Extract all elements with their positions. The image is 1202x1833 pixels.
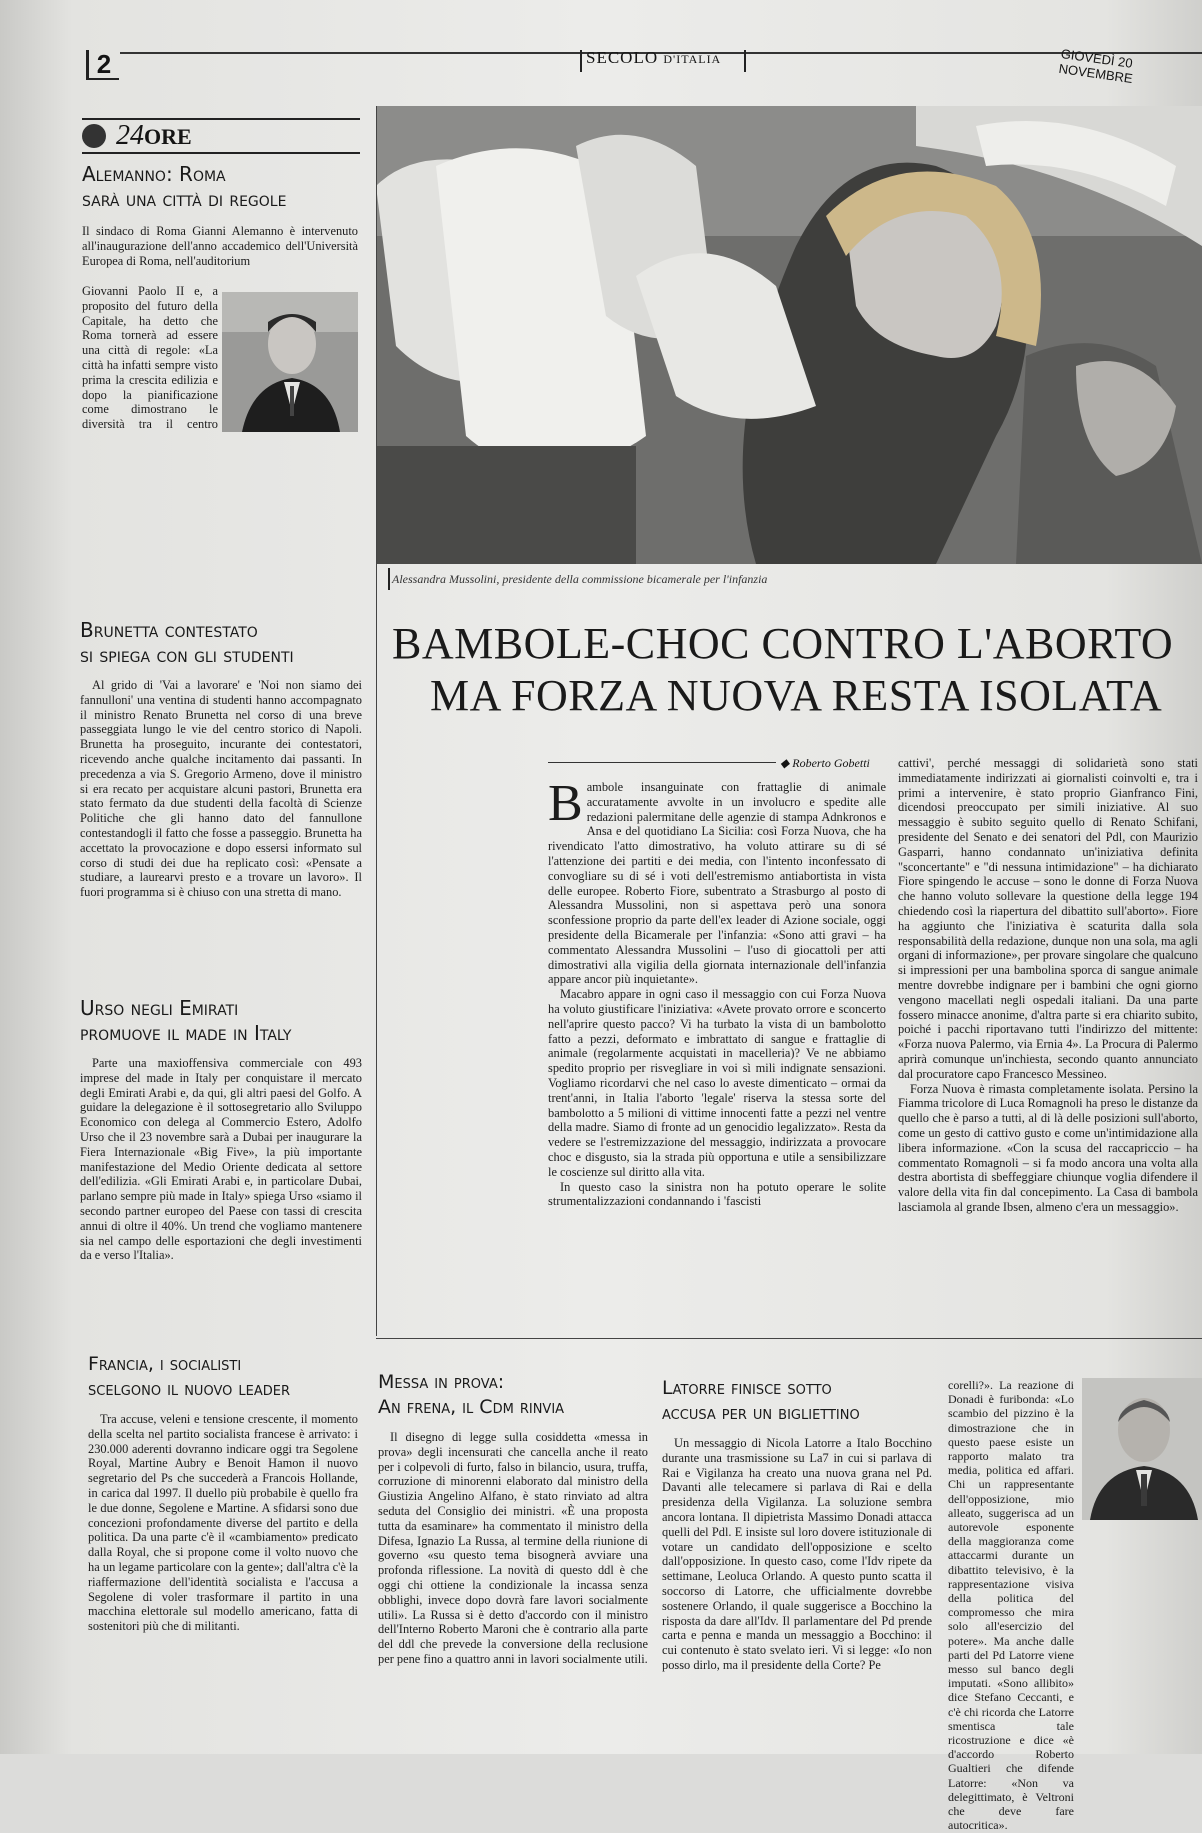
article-headline: Messa in prova: An frena, il Cdm rinvia [378, 1371, 565, 1418]
section-logo-text: 24ORE [116, 120, 192, 151]
article-body: Forza Nuova è rimasta completamente isolata. Persino la Fiamma tricolore di Luca Romagnoli ha preso le distanze da quello che è parso a tutti, al di là delle posizioni sull'aborto, come un gesto di cattivo gusto e come un'intimidazione alla libera informazione. «Con la scusa del raccapriccio – ha commentato Romagnoli – si fa modo ancora una volta alla destra abortista di sbeffeggiare chiunque voglia difendere il valore della vita fin dal concepimento. La Casa di bambola lasciamola al grande Ibsen, almeno c'era un messaggio». [898, 1081, 1198, 1214]
byline-rule [548, 762, 776, 763]
bottom-article-1 [88, 1352, 358, 1634]
donadi-portrait [1082, 1378, 1202, 1520]
article-body: Tra accuse, veleni e tensione crescente, il momento della scelta nel partito socialista francese è arrivato: i 230.000 aderenti dovranno indicare oggi tra Segolene Royal, Martine Aubry e Benoit Hamon il nuovo segretario del Ps che succederà a Francois Hollande, in carica dal 1997. Il duello più probabile è quello fra le due donne, Segolene e Martine. A sfidarsi sono due concezioni profondamente diverse del partito e della politica. Da una parte c'è il «cambiamento» predicato dalla Royal, che si propone come il volto nuovo che ha un legame particolare con la gente»; dall'altra c'è la riaffermazione dell'identità socialista e l'accusa a Segolene di voler trasformare il partito in una macchina elettorale sul modello americano, fatta di sostenitori più che di militanti. [88, 1412, 358, 1634]
byline: ◆ Roberto Gobetti [780, 756, 870, 770]
drop-cap: B [548, 775, 583, 832]
article-headline: Alemanno: Roma sarà una città di regole [82, 162, 287, 211]
article-body-wrap: Giovanni Paolo II e, a proposito del futuro della Capitale, ha detto che Roma tornerà ad essere una città di regole: «La città ha infatti sempre visto prima la crescita edilizia e dopo la pianificazione come dimostrano le diversità tra il centro [82, 284, 218, 432]
column-rule [376, 106, 377, 1336]
photo-caption: Alessandra Mussolini, presidente della commissione bicamerale per l'infanzia [392, 572, 768, 586]
page-number: 2 [86, 50, 119, 80]
masthead-divider-right [744, 50, 746, 72]
article-body: Il disegno di legge sulla cosiddetta «messa in prova» degli incensurati che cancella anche il reato per i colpevoli di furto, falso in bilancio, usura, truffa, corruzione di minorenni elaborato dal ministro della Giustizia Angelino Alfano, è stato rinviato ad altra seduta del Consiglio dei ministri. «È una proposta tutta da esaminare» ha commentato il ministro della Difesa, Ignazio La Russa, al termine della riunione di governo «su questo tema bisognerà avviare una profonda riflessione. La novità di questo ddl è che oggi chi ottiene la condizionale la incassa senza obblighi, invece dopo dovrà fare lavori socialmente utili». La Russa si è detto d'accordo con il ministro dell'Interno Roberto Maroni che è contrario alla parte del ddl che prevede la conversione della reclusione per pene fino a quattro anni in lavori socialmente utili. [378, 1430, 648, 1666]
bottom-article-3-continued: corelli?». La reazione di Donadi è furibonda: «Lo scambio del pizzino è la dimostrazione che in questo paese esiste un rapporto malato tra media, politica ed affari. Chi un rappresentante dell'opposizione, mio alleato, suggerisca ad un autorevole esponente della maggioranza come attaccarmi durante un dibattito televisivo, è la rappresentazione visiva della politica del compromesso che mira solo all'esercizio del potere». Ma anche dalle parti del Pd Latorre viene messo sul banco degli imputati. «Sono allibito» dice Stefano Ceccanti, e c'è chi ricorda che Latorre smentisca tale ricostruzione e dice «è d'accordo Roberto Gualtieri che difende Latorre: «Non va delegittimato, è Veltroni che deve fare autocritica». [948, 1378, 1074, 1833]
article-headline: Brunetta contestato si spiega con gli studenti [80, 618, 294, 667]
article-body: Il sindaco di Roma Gianni Alemanno è intervenuto all'inaugurazione dell'anno accademico dell'Università Europea di Roma, nell'auditorium [82, 224, 358, 268]
bottom-article-2 [378, 1370, 648, 1667]
article-headline: Urso negli Emirati promuove il made in Italy [80, 996, 292, 1045]
main-article-col2 [898, 756, 1198, 1215]
masthead-title: SECOLO [586, 48, 659, 67]
article-body: Macabro appare in ogni caso il messaggio con cui Forza Nuova ha voluto giustificare l'iniziativa: «Avete provato orrore e sconcerto nell'aprire questo pacco? Vi ha turbato la vista di un bambolotto fatto a pezzi, deformato e imbrattato di sangue e frattaglie di animale (regolarmente acquistati in macelleria)? Ve ne abbiamo spedito proprio per risvegliare in voi sì mili indignate sensazioni. Vogliamo ricordarvi che nel caso lo aveste dimenticato – ormai da trent'anni, in Italia l'aborto 'legale' riserva la stessa sorte del bambolotto a 5 milioni di vittime innocenti fatte a pezzi nel ventre della madre. Siamo di fronte ad un genocidio legalizzato». Resta da vedere se l'estremizzazione del messaggio, indirizzata a provocare choc e disgusto, sia la strada più opportuna e utile a sensibilizzare le coscienze sul diritto alla vita. [548, 987, 886, 1179]
masthead [586, 48, 721, 68]
section-rule [376, 1338, 1202, 1339]
main-photo [376, 106, 1202, 564]
masthead-divider-left [580, 50, 582, 72]
article-body: In questo caso la sinistra non ha potuto operare le solite strumentalizzazioni condannando i 'fascisti [548, 1179, 886, 1209]
main-headline-line1: BAMBOLE-CHOC CONTRO L'ABORTO [392, 619, 1174, 668]
article-headline: Latorre finisce sotto accusa per un bigliettino [662, 1377, 860, 1424]
main-article-col1 [548, 775, 886, 1209]
article-body: cattivi', perché messaggi di solidarietà sono stati immediatamente indirizzati ai giornalisti coinvolti e, tra i primi a intervenire, è stato proprio Gianfranco Fini, dicendosi preoccupato per simili iniziative. Al suo messaggio è subito seguito quello di Renato Schifani, presidente del Senato e dei senatori del Pdl, con Maurizio Gasparri, hanno condannato un'iniziativa definita "sconcertante" e "di nessuna intimidazione" – ha dichiarato Fiore spingendo le accuse – sono le donne di Forza Nuova che hanno voluto sollevare la questione della legge 194 chiedendo così la riapertura del dibattito sull'aborto». Fiore ha aggiunto che l'iniziativa è scaturita dalla sola responsabilità della redazione, dunque non una sola, ma agli organi di informazione», per provare singolare che qualcuno si impressioni per una bambolina sporca di sangue animale mentre dovrebbe indignare per i bambini che ogni giorno vengono macellati negli ospedali italiani. Da una parte fossero minacce anonime, d'altra parte si era chiarito subito, poiché i pacchi riportavano tutti l'indirizzo del mittente: «Forza nuova Palermo, via Ernia 4». La Procura di Palermo aprirà comunque un'inchiesta, secondo quanto annunciato dal procuratore capo Francesco Messineo. [898, 756, 1198, 1081]
globe-icon [82, 124, 106, 148]
section-logo [82, 118, 360, 154]
article-body: Al grido di 'Vai a lavorare' e 'Noi non siamo dei fannulloni' una ventina di studenti hanno accompagnato il ministro Renato Brunetta nel corso di una breve passeggiata lungo le vie del centro storico di Napoli. Brunetta ha proseguito, incurante dei contestatori, ricevendo anche qualche incitamento dai passanti. In precedenza a via S. Gregorio Armeno, dove il ministro si era recato per acquistare alcuni pastori, Brunetta era stato fermato da due studenti della facoltà di Scienze Politiche che gli hanno dato del fannullone contestandogli il fatto che fosse a passeggio. Brunetta ha accettato la provocazione e dopo essersi informato sul corso di studi dei due ha replicato così: «Pensate a studiare, a laurearvi presto e a trovare un lavoro». Il fuori programma si è chiuso con una stretta di mano. [80, 678, 362, 900]
left-article-1 [82, 162, 362, 212]
article-body: Parte una maxioffensiva commerciale con 493 imprese del made in Italy per conquistare il mercato degli Emirati Arabi e, da qui, gli altri paesi del Golfo. A guidare la delegazione è il sottosegretario allo Sviluppo Economico con delega al Commercio Estero, Adolfo Urso che il 23 novembre sarà a Dubai per inaugurare la Fiera Internazionale «Big Five», la più importante manifestazione del Medio Oriente dedicata al settore dell'edilizia. «Gli Emirati Arabi e, in particolare Dubai, parlano sempre più made in Italy» spiega Urso «siamo il secondo partner europeo del Paese con tassi di crescita annui di oltre il 40%. Un trend che vogliamo mantenere sia nel campo delle esportazioni che degli investimenti da e verso l'Italia». [80, 1056, 362, 1263]
left-article-2 [80, 618, 362, 900]
left-article-3 [80, 996, 362, 1263]
caption-bar [388, 568, 390, 590]
dateline: GIOVEDÌ 20 NOVEMBRE [1057, 46, 1134, 87]
article-body: Un messaggio di Nicola Latorre a Italo Bocchino durante una trasmissione su La7 in cui si parlava di Rai e Vigilanza ha creato una nuova grana nel Pd. Davanti alle telecamere si parlava di Rai e della presidenza della Vigilanza. La soluzione sembra ancora lontana. Il dipietrista Massimo Donadi attacca quelli del Pdl. E insiste sul loro dovere istituzionale di votare un candidato dell'opposizione e scelto dall'opposizione. In questo caso, come l'Idv ripete da settimane, Leoluca Orlando. A questo punto scatta il soccorso di Latorre, che ufficialmente dovrebbe sostenere Orlando, il quale suggerisce a Bocchino la risposta da dare all'Idv. Il parlamentare del Pd prende carta e penna e manda un messaggio a Bocchino: il cui contenuto è stato svelato ieri. Vi si legge: «Io non posso dirlo, ma il presidente della Corte? Pe [662, 1436, 932, 1672]
alemanno-photo [222, 292, 358, 432]
article-body: ambole insanguinate con frattaglie di animale accuratamente avvolte in un involucro e spedite alle redazioni palermitane delle agenzie di stampa Adnkronos e Ansa e del quotidiano La Sicilia: così Forza Nuova, che ha rivendicato l'atto dimostrativo, ha voluto attirare su di sé l'attenzione dei partiti e dei media, con l'intento inconfessato di convogliare su di sé i voti dell'estremismo antiabortista in vista delle europee. Roberto Fiore, subentrato a Strasburgo al posto di Alessandra Mussolini, non si aspettava però una sonora sconfessione proprio da parte dell'ex leader di Azione sociale, oggi presidente della Bicamerale per l'infanzia: «Sono atti gravi – ha commentato Alessandra Mussolini – l'uso di giocattoli per atti dimostrativi alla vigilia della giornata internazionale dell'infanzia appare ancor più inquietante». [548, 780, 886, 987]
bottom-article-3 [662, 1376, 932, 1673]
masthead-subtitle: D'ITALIA [663, 52, 722, 66]
article-headline: Francia, i socialisti scelgono il nuovo leader [88, 1353, 290, 1400]
main-headline-line2: MA FORZA NUOVA RESTA ISOLATA [430, 671, 1163, 720]
